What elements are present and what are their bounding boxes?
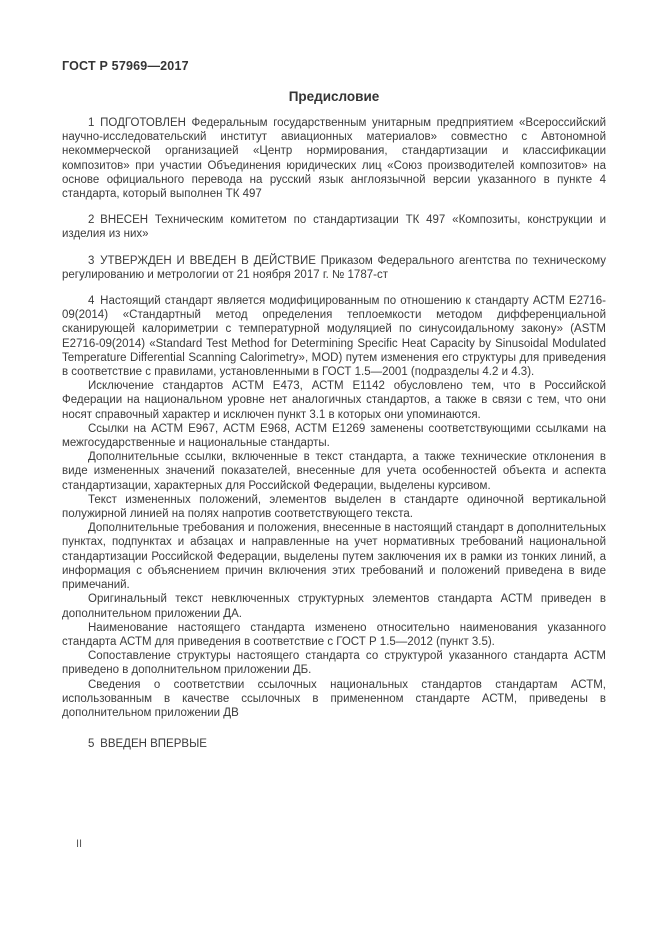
page-number: II (76, 838, 83, 850)
doc-paragraph: Сопоставление структуры настоящего стандарта со структурой указанного стандарта АСТМ приведено в дополнительном приложении ДБ. (62, 650, 606, 677)
doc-paragraph: Наименование настоящего стандарта изменено относительно наименования указанного стандарта АСТМ для приведения в соответствие с ГОСТ Р 1.5—2012 (пункт 3.5). (62, 621, 606, 648)
doc-paragraph: Исключение стандартов АСТМ Е473, АСТМ Е1142 обусловлено тем, что в Российской Федерации на национальном уровне нет аналогичных стандартов, а также в связи с тем, что они носят справочный характер и исключен пункт 3.1 в которых они упоминаются. (62, 380, 606, 421)
doc-paragraph: 5 ВВЕДЕН ВПЕРВЫЕ (88, 738, 207, 751)
doc-code: ГОСТ Р 57969—2017 (62, 59, 189, 73)
doc-paragraph: 3 УТВЕРЖДЕН И ВВЕДЕН В ДЕЙСТВИЕ Приказом Федерального агентства по техническому регулированию и метрологии от 21 ноября 2017 г. № 1787-ст (62, 254, 606, 281)
foreword-body (62, 116, 606, 751)
doc-paragraph: 4 Настоящий стандарт является модифицированным по отношению к стандарту АСТМ Е2716-09(2014) «Стандартный метод определения теплоемкости методом дифференциальной сканирующей калориметрии с температурной модуляцией по синусоидальному закону» (ASTM E2716-09(2014) «Standard Test Method for Determining Specific Heat Capacity by Sinusoidal Modulated Temperature Differential Scanning Calorimetry», MOD) путем изменения его структуры для приведения в соответствие с правилами, установленными в ГОСТ 1.5—2001 (подразделы 4.2 и 4.3). (62, 295, 606, 379)
doc-paragraph: Сведения о соответствии ссылочных национальных стандартов стандартам АСТМ, использованным в качестве ссылочных в примененном стандарте АСТМ, приведены в дополнительном приложении ДВ (62, 678, 606, 719)
doc-paragraph: Текст измененных положений, элементов выделен в стандарте одиночной вертикальной полужирной линией на полях напротив соответствующего текста. (62, 493, 606, 521)
doc-paragraph: Дополнительные ссылки, включенные в текст стандарта, а также технические отклонения в виде измененных значений показателей, внесенные для учета особенностей объекта и аспекта стандартизации, характерных для Российской Федерации, выделены курсивом. (62, 451, 606, 492)
page-title: Предисловие (288, 89, 380, 104)
doc-paragraph: 2 ВНЕСЕН Техническим комитетом по стандартизации ТК 497 «Композиты, конструкции и изделия из них» (62, 214, 606, 241)
doc-paragraph: Дополнительные требования и положения, внесенные в настоящий стандарт в дополнительных пунктах, подпунктах и абзацах и направленные на учет нормативных требований национальной стандартизации Российской Федерации, выделены путем заключения их в рамки из тонких линий, а информация с объяснением причин включения этих требований и положений приведена в виде примечаний. (62, 522, 606, 592)
doc-paragraph: Ссылки на АСТМ Е967, АСТМ Е968, АСТМ Е1269 заменены соответствующими ссылками на межгосударственные и национальные стандарты. (62, 422, 606, 450)
doc-paragraph: Оригинальный текст невключенных структурных элементов стандарта АСТМ приведен в дополнительном приложении ДА. (62, 593, 606, 620)
doc-paragraph: 1 ПОДГОТОВЛЕН Федеральным государственным унитарным предприятием «Всероссийский научно-исследовательский институт авиационных материалов» совместно с Автономной некоммерческой организацией «Центр нормирования, стандартизации и классификации композитов» при участии Объединения юридических лиц «Союз производителей композитов» на основе официального перевода на русский язык англоязычной версии указанного в пункте 4 стандарта, который выполнен ТК 497 (62, 117, 606, 201)
